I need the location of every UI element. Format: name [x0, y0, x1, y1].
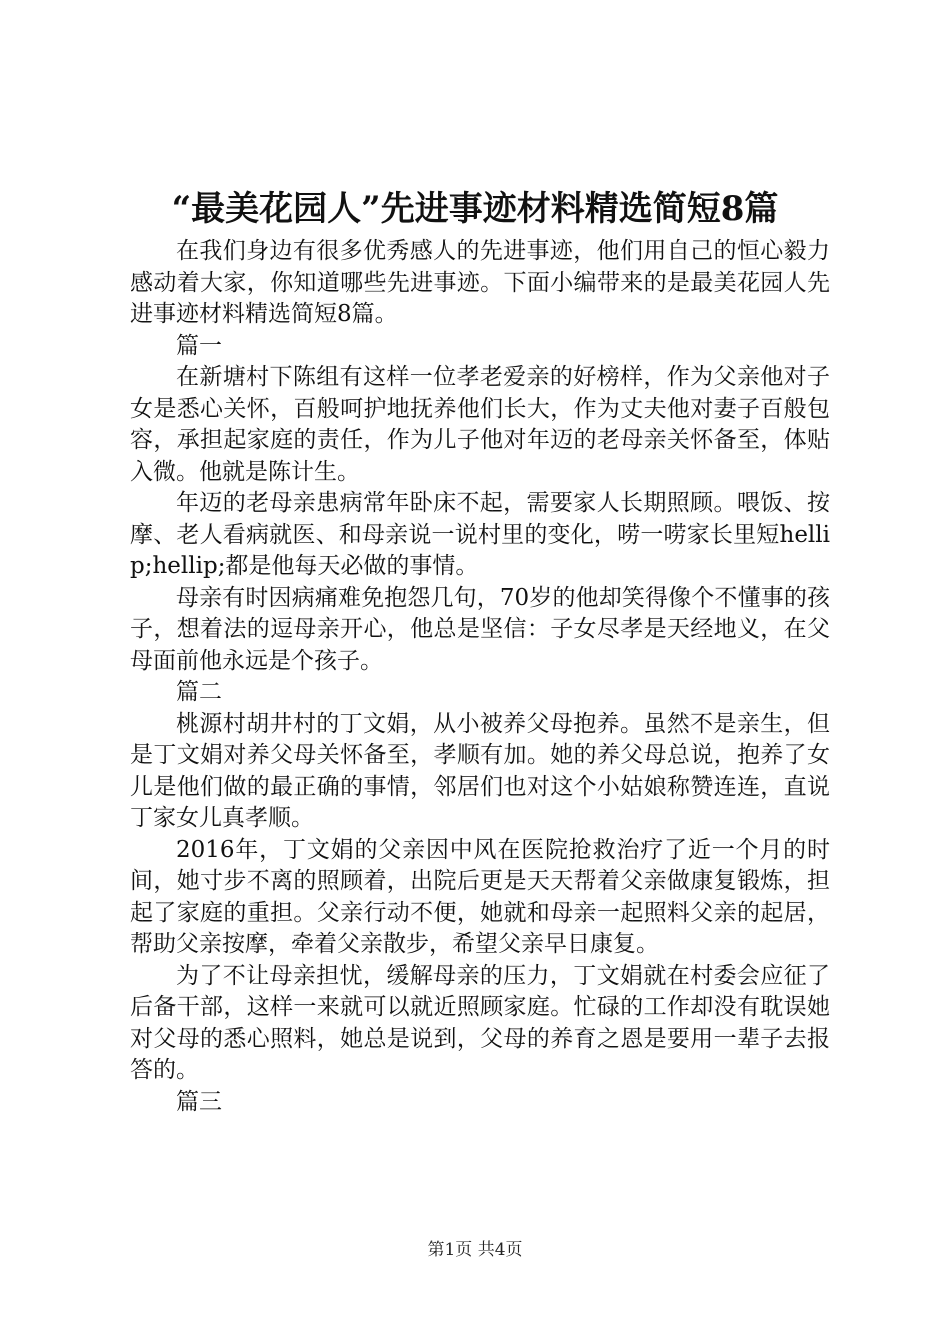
section-2-paragraph-1: 桃源村胡井村的丁文娟，从小被养父母抱养。虽然不是亲生，但是丁文娟对养父母关怀备至，孝顺有加。她的养父母总说，抱养了女儿是他们做的最正确的事情，邻居们也对这个小姑娘称赞连连，直说丁家女儿真孝顺。: [130, 710, 830, 831]
document-title: “最美花园人”先进事迹材料精选简短8篇: [171, 189, 779, 229]
section-1-paragraph-2: 年迈的老母亲患病常年卧床不起，需要家人长期照顾。喂饭、按摩、老人看病就医、和母亲说一说村里的变化，唠一唠家长里短hellip;hellip;都是他每天必做的事情。: [130, 490, 830, 579]
section-2-paragraph-3: 为了不让母亲担忧，缓解母亲的压力，丁文娟就在村委会应征了后备干部，这样一来就可以就近照顾家庭。忙碌的工作却没有耽误她对父母的悉心照料，她总是说到，父母的养育之恩是要用一辈子去报答的。: [130, 962, 830, 1083]
section-1-paragraph-1: 在新塘村下陈组有这样一位孝老爱亲的好榜样，作为父亲他对子女是悉心关怀，百般呵护地抚养他们长大，作为丈夫他对妻子百般包容，承担起家庭的责任，作为儿子他对年迈的老母亲关怀备至，体贴入微。他就是陈计生。: [130, 364, 830, 485]
section-heading-2: 篇二: [176, 679, 222, 705]
section-2-paragraph-2: 2016年，丁文娟的父亲因中风在医院抢救治疗了近一个月的时间，她寸步不离的照顾着，出院后更是天天帮着父亲做康复锻炼，担起了家庭的重担。父亲行动不便，她就和母亲一起照料父亲的起居，帮助父亲按摩，牵着父亲散步，希望父亲早日康复。: [130, 836, 830, 957]
page-footer: 第1页 共4页: [427, 1240, 523, 1260]
section-1-paragraph-3: 母亲有时因病痛难免抱怨几句，70岁的他却笑得像个不懂事的孩子，想着法的逗母亲开心，他总是坚信：子女尽孝是天经地义，在父母面前他永远是个孩子。: [130, 584, 830, 674]
section-heading-1: 篇一: [176, 332, 222, 359]
document-body: [130, 236, 830, 1118]
intro-paragraph: 在我们身边有很多优秀感人的先进事迹，他们用自己的恒心毅力感动着大家，你知道哪些先进事迹。下面小编带来的是最美花园人先进事迹材料精选简短8篇。: [130, 238, 830, 327]
section-heading-3: 篇三: [176, 1088, 222, 1115]
